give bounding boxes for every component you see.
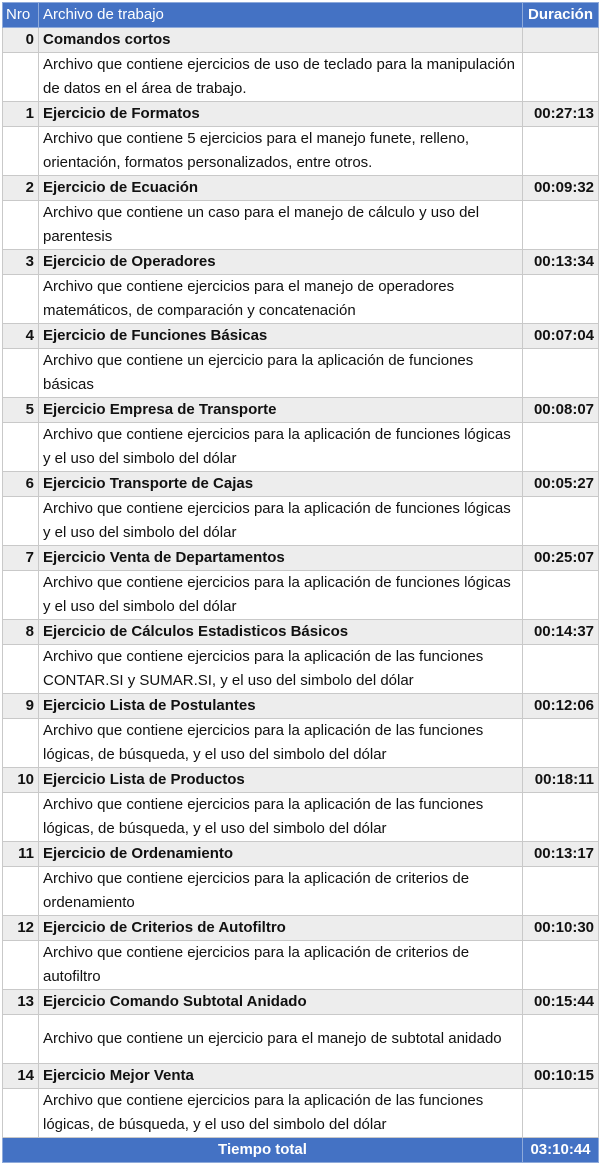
row-number: 2: [3, 176, 39, 201]
table-row: [3, 102, 599, 127]
file-duration: 00:07:04: [523, 324, 599, 349]
table-row-description: [3, 349, 599, 398]
file-title: Ejercicio de Criterios de Autofiltro: [39, 916, 523, 941]
file-description: Archivo que contiene ejercicios para la aplicación de funciones lógicas y el uso del simbolo del dólar: [39, 497, 523, 546]
table-row: [3, 842, 599, 867]
file-title: Comandos cortos: [39, 28, 523, 53]
total-value: 03:10:44: [523, 1138, 599, 1163]
table-row-description: [3, 201, 599, 250]
row-number: 6: [3, 472, 39, 497]
table-row-description: [3, 1015, 599, 1064]
blank-cell: [523, 275, 599, 324]
header-duration: Duración: [523, 3, 599, 28]
blank-cell: [3, 1015, 39, 1064]
table-row: [3, 768, 599, 793]
blank-cell: [3, 793, 39, 842]
file-description: Archivo que contiene un ejercicio para el manejo de subtotal anidado: [39, 1015, 523, 1064]
file-duration: 00:08:07: [523, 398, 599, 423]
blank-cell: [3, 719, 39, 768]
file-duration: 00:09:32: [523, 176, 599, 201]
file-duration: [523, 28, 599, 53]
blank-cell: [3, 867, 39, 916]
file-title: Ejercicio Lista de Productos: [39, 768, 523, 793]
blank-cell: [523, 867, 599, 916]
file-title: Ejercicio Lista de Postulantes: [39, 694, 523, 719]
table-row: [3, 28, 599, 53]
blank-cell: [3, 497, 39, 546]
table-row: [3, 324, 599, 349]
table-row-description: [3, 571, 599, 620]
row-number: 1: [3, 102, 39, 127]
blank-cell: [523, 719, 599, 768]
table-row: [3, 398, 599, 423]
file-duration: 00:12:06: [523, 694, 599, 719]
blank-cell: [523, 571, 599, 620]
blank-cell: [523, 53, 599, 102]
row-number: 8: [3, 620, 39, 645]
row-number: 11: [3, 842, 39, 867]
file-description: Archivo que contiene un caso para el manejo de cálculo y uso del parentesis: [39, 201, 523, 250]
file-duration: 00:25:07: [523, 546, 599, 571]
file-title: Ejercicio de Cálculos Estadisticos Básicos: [39, 620, 523, 645]
file-title: Ejercicio Empresa de Transporte: [39, 398, 523, 423]
file-description: Archivo que contiene ejercicios para la aplicación de las funciones lógicas, de búsqueda, y el uso del simbolo del dólar: [39, 719, 523, 768]
table-row-description: [3, 497, 599, 546]
table-row-description: [3, 793, 599, 842]
blank-cell: [523, 941, 599, 990]
row-number: 4: [3, 324, 39, 349]
total-label: Tiempo total: [3, 1138, 523, 1163]
file-description: Archivo que contiene ejercicios para el manejo de operadores matemáticos, de comparación y concatenación: [39, 275, 523, 324]
table-row: [3, 250, 599, 275]
file-title: Ejercicio de Funciones Básicas: [39, 324, 523, 349]
row-number: 3: [3, 250, 39, 275]
table-row-description: [3, 53, 599, 102]
file-title: Ejercicio Transporte de Cajas: [39, 472, 523, 497]
table-row-description: [3, 127, 599, 176]
blank-cell: [523, 1089, 599, 1138]
table-row: [3, 620, 599, 645]
table-row: [3, 472, 599, 497]
table-row: [3, 176, 599, 201]
blank-cell: [3, 275, 39, 324]
table-row-description: [3, 941, 599, 990]
table-row-description: [3, 1089, 599, 1138]
file-title: Ejercicio Venta de Departamentos: [39, 546, 523, 571]
file-title: Ejercicio de Ordenamiento: [39, 842, 523, 867]
file-description: Archivo que contiene ejercicios para la aplicación de criterios de autofiltro: [39, 941, 523, 990]
file-duration: 00:05:27: [523, 472, 599, 497]
table-body: [3, 28, 599, 1138]
row-number: 13: [3, 990, 39, 1015]
header-nro: Nro: [3, 3, 39, 28]
blank-cell: [523, 1015, 599, 1064]
blank-cell: [3, 201, 39, 250]
row-number: 5: [3, 398, 39, 423]
blank-cell: [523, 423, 599, 472]
file-description: Archivo que contiene ejercicios para la aplicación de las funciones CONTAR.SI y SUMAR.SI, y el uso del simbolo del dólar: [39, 645, 523, 694]
blank-cell: [523, 201, 599, 250]
header-file: Archivo de trabajo: [39, 3, 523, 28]
blank-cell: [3, 349, 39, 398]
table-row: [3, 1064, 599, 1089]
total-row: [3, 1138, 599, 1163]
blank-cell: [3, 53, 39, 102]
blank-cell: [3, 1089, 39, 1138]
row-number: 7: [3, 546, 39, 571]
blank-cell: [3, 127, 39, 176]
file-duration: 00:27:13: [523, 102, 599, 127]
row-number: 10: [3, 768, 39, 793]
file-duration: 00:15:44: [523, 990, 599, 1015]
blank-cell: [523, 497, 599, 546]
file-title: Ejercicio de Operadores: [39, 250, 523, 275]
file-description: Archivo que contiene ejercicios para la aplicación de funciones lógicas y el uso del simbolo del dólar: [39, 571, 523, 620]
table-row-description: [3, 423, 599, 472]
file-duration: 00:13:34: [523, 250, 599, 275]
file-title: Ejercicio Mejor Venta: [39, 1064, 523, 1089]
blank-cell: [3, 645, 39, 694]
blank-cell: [523, 127, 599, 176]
table-row-description: [3, 867, 599, 916]
blank-cell: [523, 793, 599, 842]
table-row-description: [3, 275, 599, 324]
file-title: Ejercicio de Formatos: [39, 102, 523, 127]
file-description: Archivo que contiene 5 ejercicios para el manejo funete, relleno, orientación, formatos personalizados, entre otros.: [39, 127, 523, 176]
file-duration: 00:18:11: [523, 768, 599, 793]
row-number: 0: [3, 28, 39, 53]
file-duration: 00:13:17: [523, 842, 599, 867]
file-description: Archivo que contiene un ejercicio para la aplicación de funciones básicas: [39, 349, 523, 398]
file-description: Archivo que contiene ejercicios para la aplicación de las funciones lógicas, de búsqueda, y el uso del simbolo del dólar: [39, 793, 523, 842]
table-row: [3, 694, 599, 719]
file-duration: 00:10:30: [523, 916, 599, 941]
blank-cell: [523, 645, 599, 694]
file-description: Archivo que contiene ejercicios de uso de teclado para la manipulación de datos en el área de trabajo.: [39, 53, 523, 102]
file-duration: 00:14:37: [523, 620, 599, 645]
file-description: Archivo que contiene ejercicios para la aplicación de criterios de ordenamiento: [39, 867, 523, 916]
blank-cell: [523, 349, 599, 398]
row-number: 14: [3, 1064, 39, 1089]
file-title: Ejercicio Comando Subtotal Anidado: [39, 990, 523, 1015]
header-row: [3, 3, 599, 28]
file-title: Ejercicio de Ecuación: [39, 176, 523, 201]
table-row-description: [3, 719, 599, 768]
course-files-table: [2, 2, 599, 1163]
file-description: Archivo que contiene ejercicios para la aplicación de funciones lógicas y el uso del simbolo del dólar: [39, 423, 523, 472]
table-row-description: [3, 645, 599, 694]
table-row: [3, 990, 599, 1015]
blank-cell: [3, 423, 39, 472]
blank-cell: [3, 571, 39, 620]
file-description: Archivo que contiene ejercicios para la aplicación de las funciones lógicas, de búsqueda, y el uso del simbolo del dólar: [39, 1089, 523, 1138]
row-number: 12: [3, 916, 39, 941]
file-duration: 00:10:15: [523, 1064, 599, 1089]
row-number: 9: [3, 694, 39, 719]
table-row: [3, 916, 599, 941]
table-row: [3, 546, 599, 571]
blank-cell: [3, 941, 39, 990]
